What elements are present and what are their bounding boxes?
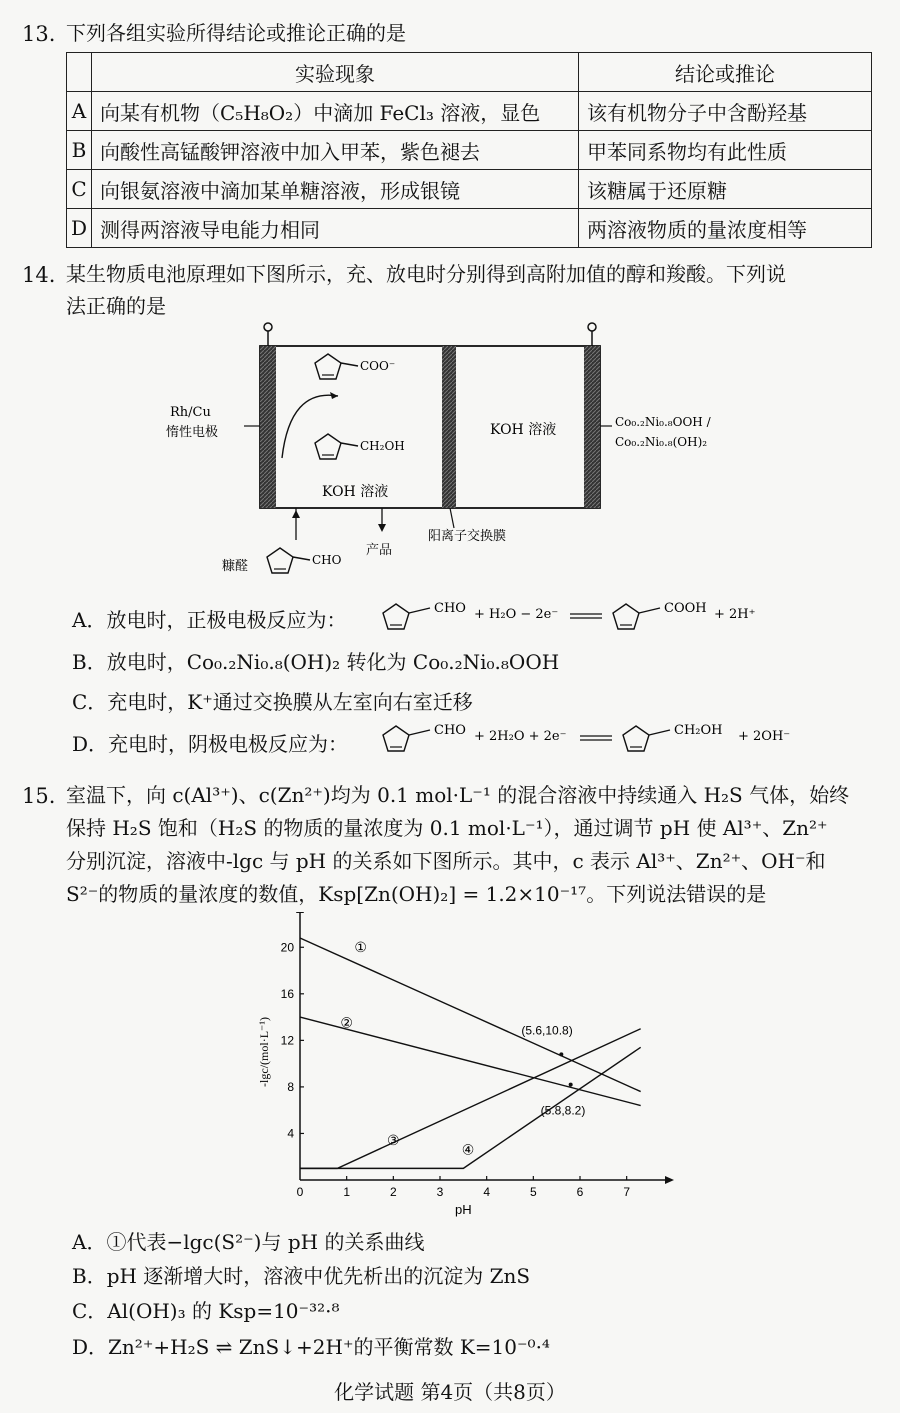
conclusion-cell: 该有机物分子中含酚羟基 (579, 92, 872, 131)
page-footer: 化学试题 第4页（共8页） (334, 1380, 566, 1404)
svg-text:CH₂OH: CH₂OH (674, 723, 723, 738)
svg-text:+ 2OH⁻: + 2OH⁻ (738, 729, 791, 744)
chart-series (300, 938, 641, 1168)
furan-ch2oh-icon (315, 434, 358, 459)
svg-text:+ H₂O − 2e⁻: + H₂O − 2e⁻ (474, 607, 559, 622)
left-solution-label: KOH 溶液 (322, 484, 389, 500)
table-row (67, 92, 872, 131)
right-solution-label: KOH 溶液 (490, 422, 557, 438)
left-electrode (260, 346, 276, 508)
q14-option-d: D．充电时，阴极电极反应为： (72, 732, 349, 756)
cho-label: CHO (312, 553, 342, 567)
q14-option-c: C．充电时，K⁺通过交换膜从左室向右室迁移 (72, 690, 473, 714)
conclusion-cell: 甲苯同系物均有此性质 (579, 131, 872, 170)
x-tick-label: 5 (529, 1185, 537, 1199)
svg-text:CHO: CHO (434, 601, 466, 616)
series-label-4: ④ (461, 1142, 475, 1159)
series-label-2: ② (340, 1015, 353, 1032)
y-tick-label: 12 (280, 1033, 294, 1048)
q14-option-d-equation (380, 714, 800, 758)
furan-icon (383, 604, 430, 629)
svg-text:COOH: COOH (664, 601, 707, 616)
option-letter: A (67, 92, 92, 131)
y-tick-label: 4 (287, 1126, 294, 1141)
x-axis-label: pH (455, 1202, 472, 1217)
intersection-label: (5.6,10.8) (521, 1023, 573, 1038)
x-tick-label: 2 (389, 1185, 397, 1199)
x-tick-label: 6 (576, 1185, 584, 1199)
phenomenon-cell: 向某有机物（C₅H₈O₂）中滴加 FeCl₃ 溶液，显色 (92, 92, 579, 131)
q15-stem-line3: 分别沉淀，溶液中-lgc 与 pH 的关系如下图所示。其中，c 表示 Al³⁺、Zn²⁺、OH⁻和 (66, 849, 826, 873)
x-tick-label: 3 (436, 1185, 444, 1199)
q14-option-a: A．放电时，正极电极反应为： (72, 608, 347, 632)
q15-stem-line1: 室温下，向 c(Al³⁺)、c(Zn²⁺)均为 0.1 mol·L⁻¹ 的混合溶液中持续通入 H₂S 气体，始终 (66, 783, 850, 807)
battery-diagram (160, 318, 760, 588)
right-electrode-label-1: Co₀.₂Ni₀.₈OOH / (615, 415, 711, 429)
right-electrode (584, 346, 600, 508)
ch2oh-label: CH₂OH (360, 439, 405, 453)
furan-icon (383, 726, 430, 751)
phenomenon-cell: 测得两溶液导电能力相同 (92, 209, 579, 248)
chart-axes (257, 912, 674, 1217)
y-tick-label: 20 (280, 940, 294, 955)
furan-coo-icon (315, 354, 358, 379)
intersection-point (559, 1052, 563, 1056)
table-row (67, 170, 872, 209)
option-letter: B (67, 131, 92, 170)
q14-stem-line1: 某生物质电池原理如下图所示，充、放电时分别得到高附加值的醇和羧酸。下列说 (66, 262, 786, 286)
option-letter: C (67, 170, 92, 209)
lgc-ph-chart (250, 912, 680, 1222)
header-conclusion: 结论或推论 (579, 53, 872, 92)
y-tick-label: 16 (280, 986, 294, 1001)
intersection-label: (5.8,8.2) (540, 1103, 586, 1118)
furan-icon (613, 604, 660, 629)
q15-stem-line4: S²⁻的物质的量浓度的数值，Ksp[Zn(OH)₂] = 1.2×10⁻¹⁷。下列说法错误的是 (66, 882, 767, 906)
series-label-1: ① (354, 939, 367, 956)
right-terminal (588, 323, 596, 346)
outlet-label: 产品 (366, 543, 393, 558)
y-tick-label: 8 (287, 1079, 294, 1094)
conclusion-cell: 该糖属于还原糖 (579, 170, 872, 209)
q15-stem-line2: 保持 H₂S 饱和（H₂S 的物质的量浓度为 0.1 mol·L⁻¹），通过调节 pH 使 Al³⁺、Zn²⁺ (66, 816, 828, 840)
cation-exchange-membrane (442, 346, 456, 508)
q15-option-a: A．①代表−lgc(S²⁻)与 pH 的关系曲线 (72, 1230, 425, 1254)
inlet-label: 糠醛 (222, 559, 249, 574)
y-axis-label: -lgc/(mol·L⁻¹) (257, 1017, 271, 1087)
furan-cho-icon (267, 548, 310, 573)
x-tick-label: 0 (296, 1185, 304, 1199)
q14-option-a-equation (380, 592, 800, 636)
x-tick-label: 7 (623, 1185, 631, 1199)
phenomenon-cell: 向酸性高锰酸钾溶液中加入甲苯，紫色褪去 (92, 131, 579, 170)
reaction-arrow-icon (282, 395, 338, 458)
q15-option-d: D．Zn²⁺+H₂S ⇌ ZnS↓+2H⁺的平衡常数 K=10⁻⁰·⁴ (72, 1335, 550, 1359)
left-terminal (264, 323, 272, 346)
series-label-3: ③ (387, 1133, 400, 1150)
x-axis-arrow-icon (665, 1176, 674, 1184)
q15-number: 15. (22, 784, 56, 808)
right-electrode-label-2: Co₀.₂Ni₀.₈(OH)₂ (615, 435, 708, 449)
coo-label: COO⁻ (360, 359, 396, 373)
left-electrode-label-1: Rh/Cu (170, 405, 211, 420)
x-tick-label: 1 (343, 1185, 351, 1199)
q13-number: 13. (22, 22, 56, 46)
svg-text:+ 2H₂O + 2e⁻: + 2H₂O + 2e⁻ (474, 729, 567, 744)
header-phenomenon: 实验现象 (92, 53, 579, 92)
q14-stem-line2: 法正确的是 (66, 294, 166, 318)
table-row (67, 131, 872, 170)
q13-stem: 下列各组实验所得结论或推论正确的是 (66, 21, 406, 45)
furan-icon (623, 726, 670, 751)
table-header-row (67, 53, 872, 92)
y-axis-arrow-icon (296, 912, 304, 913)
intersection-point (569, 1083, 573, 1087)
svg-text:+ 2H⁺: + 2H⁺ (714, 607, 756, 622)
q15-option-c: C．Al(OH)₃ 的 Ksp=10⁻³²·⁸ (72, 1299, 340, 1323)
option-letter: D (67, 209, 92, 248)
q14-number: 14. (22, 263, 56, 287)
conclusion-cell: 两溶液物质的量浓度相等 (579, 209, 872, 248)
q14-option-b: B．放电时，Co₀.₂Ni₀.₈(OH)₂ 转化为 Co₀.₂Ni₀.₈OOH (72, 650, 560, 674)
table-row (67, 209, 872, 248)
svg-text:CHO: CHO (434, 723, 466, 738)
x-tick-label: 4 (483, 1185, 491, 1199)
q15-option-b: B．pH 逐渐增大时，溶液中优先析出的沉淀为 ZnS (72, 1264, 531, 1288)
q13-table (66, 52, 872, 248)
left-electrode-label-2: 惰性电极 (166, 425, 219, 440)
membrane-label: 阳离子交换膜 (428, 529, 507, 544)
phenomenon-cell: 向银氨溶液中滴加某单糖溶液，形成银镜 (92, 170, 579, 209)
